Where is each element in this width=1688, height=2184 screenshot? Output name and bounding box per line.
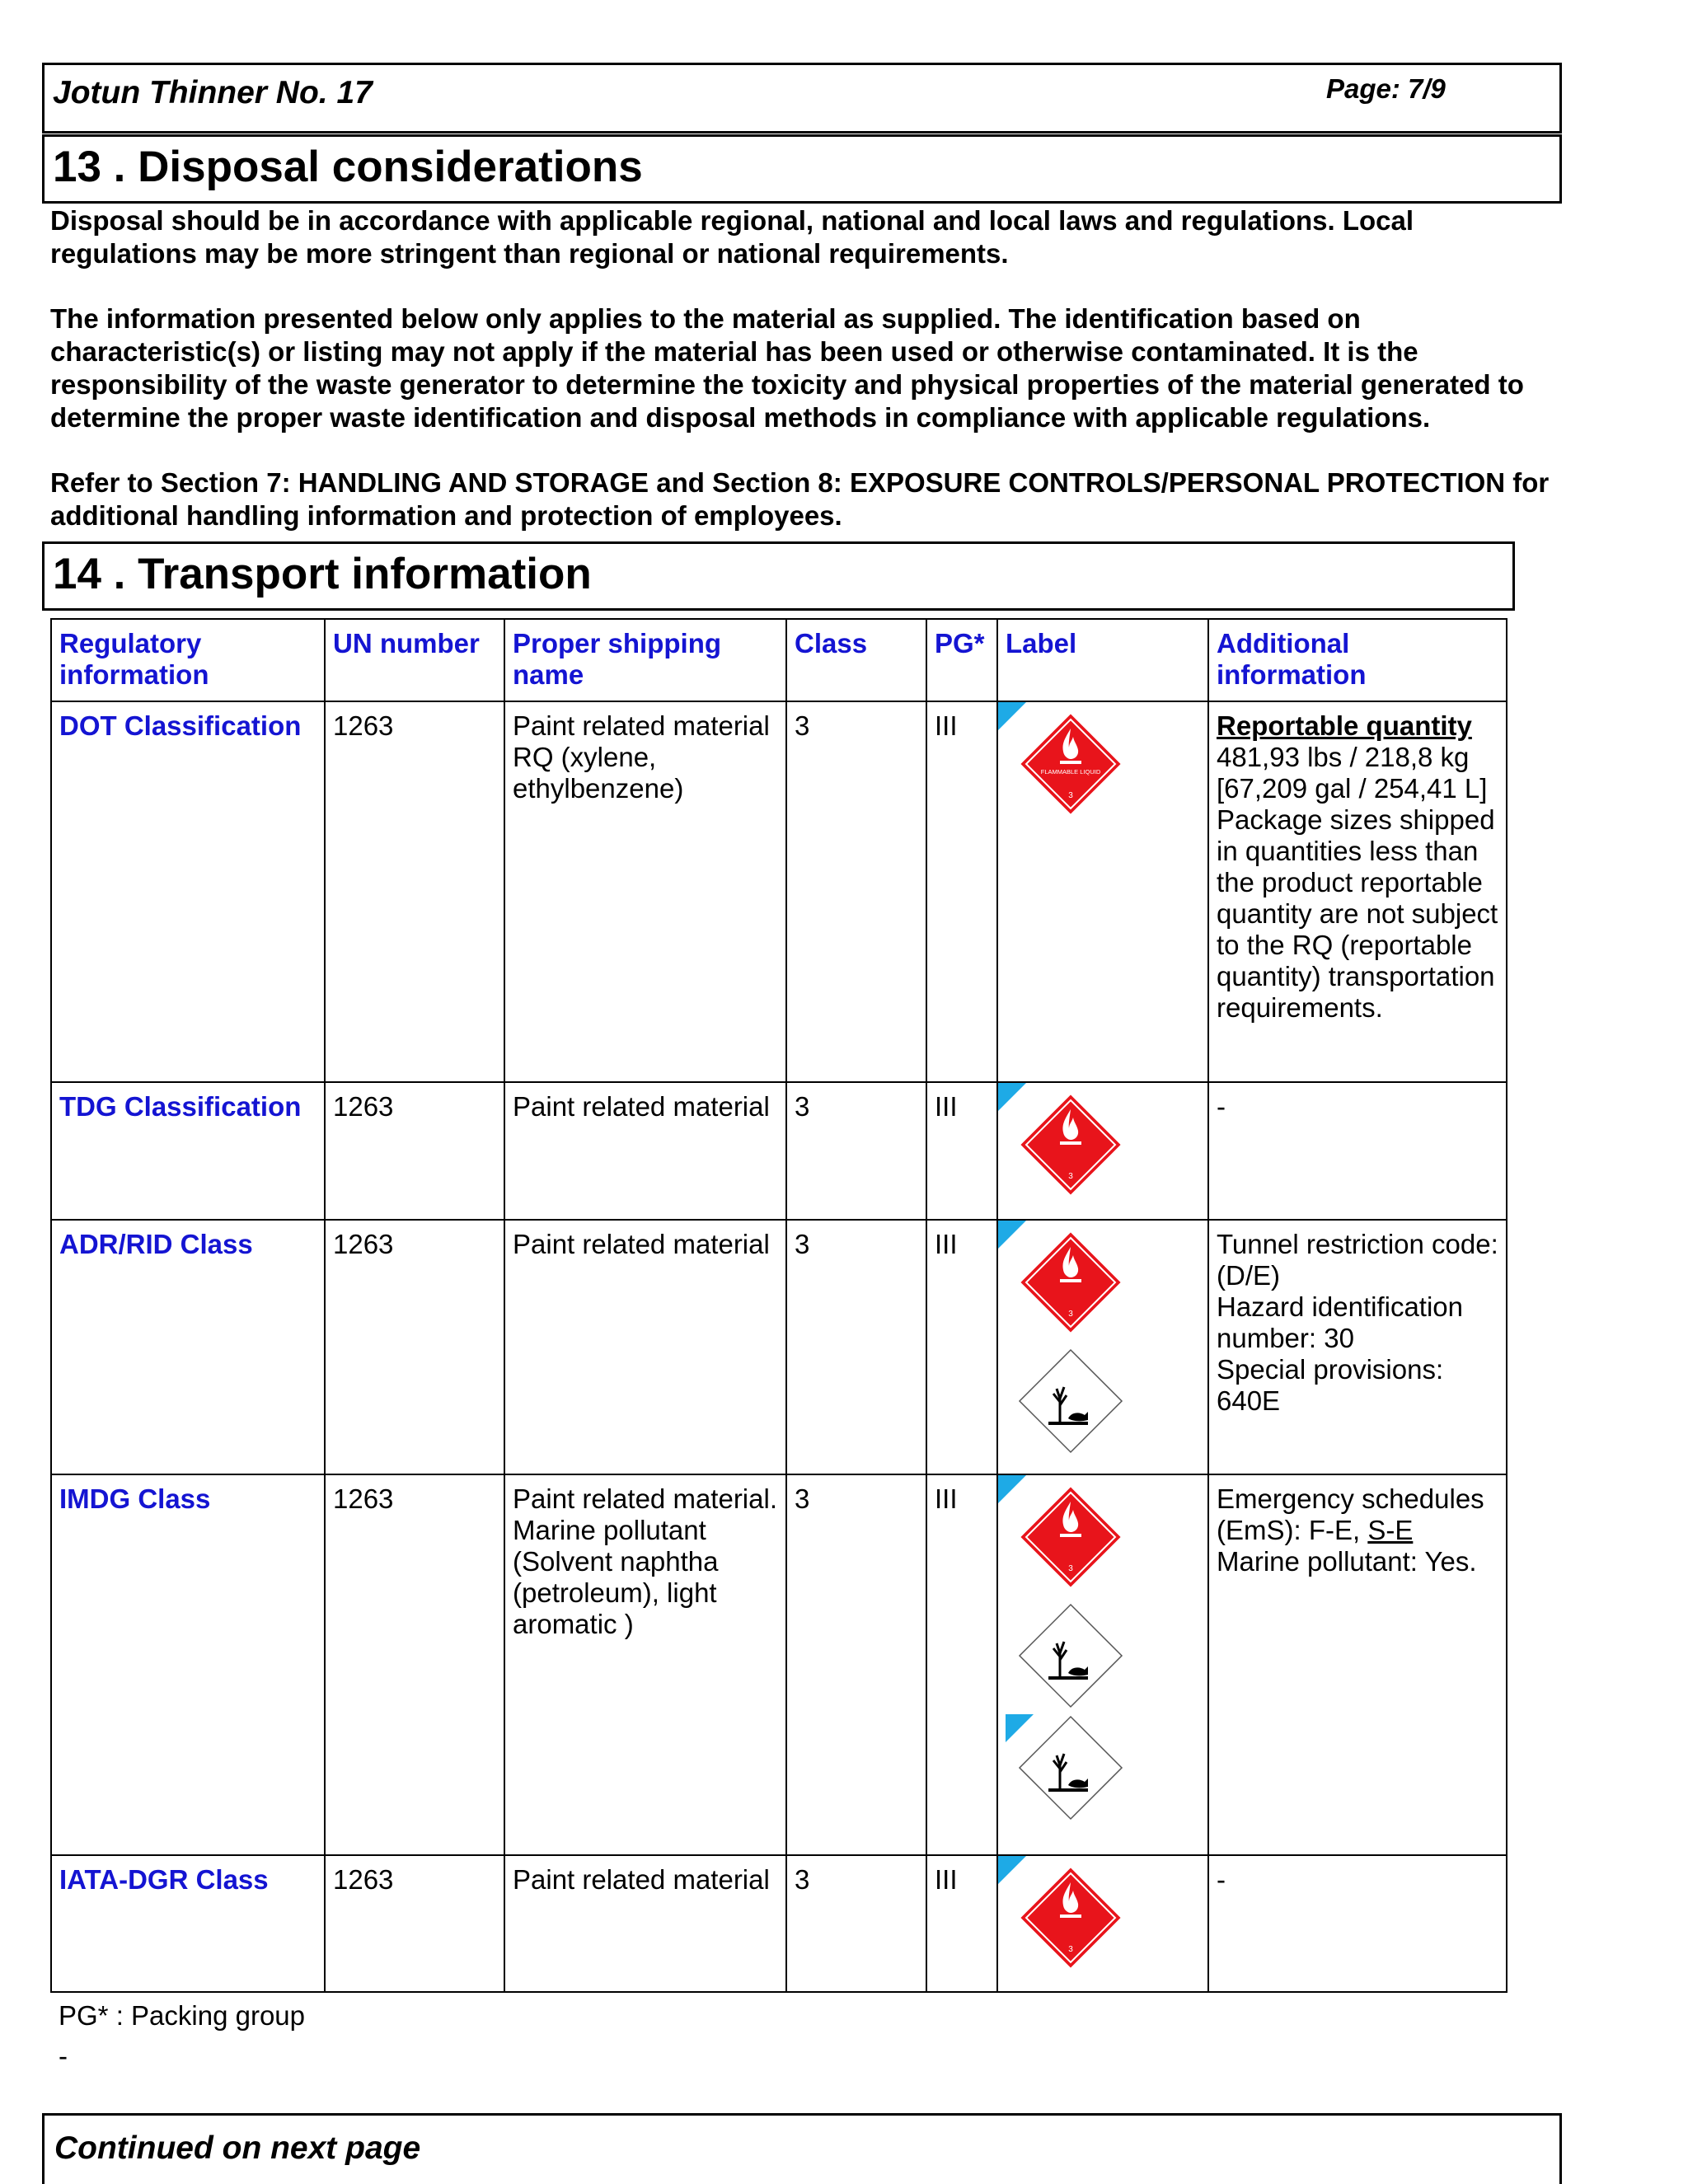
regulatory-adr: ADR/RID Class: [51, 1220, 325, 1474]
page-number: Page: 7/9: [1326, 73, 1446, 104]
col-additional: Additional information: [1208, 619, 1507, 701]
packing-group: III: [926, 1220, 997, 1474]
ems-text: Emergency schedules (EmS): F-E,: [1217, 1483, 1484, 1545]
page-header: [42, 63, 1562, 134]
additional-info: -: [1208, 1082, 1507, 1220]
additional-info: [1208, 1474, 1507, 1855]
flammable-liquid-text: FLAMMABLE LIQUID: [1040, 768, 1101, 776]
marine-pollutant: Marine pollutant: Yes.: [1217, 1546, 1477, 1577]
section-14-header: [42, 541, 1515, 611]
emergency-schedules: [1217, 1483, 1498, 1546]
label-cell: [997, 1855, 1208, 1992]
flammable-liquid-icon: [1017, 1229, 1124, 1336]
continued-footer: [42, 2113, 1562, 2184]
environment-hazard-icon: [1017, 1347, 1124, 1455]
additional-info: [1208, 1220, 1507, 1474]
flammable-liquid-icon: [1017, 1091, 1124, 1198]
marker-triangle-icon: [1006, 1714, 1034, 1742]
disposal-paragraph-2: The information presented below only applies to the material as supplied. The identification based on characteristic(s) or listing may not apply if the material has been used or otherwise contaminated. It is the responsibility of the waste generator to determine the toxicity and physical properties of the material generated to determine the proper waste identification and disposal methods in compliance with applicable regulations.: [50, 303, 1524, 433]
packing-group: III: [926, 1855, 997, 1992]
label-cell: [997, 1220, 1208, 1474]
col-pg: PG*: [926, 619, 997, 701]
special-provisions: Special provisions: 640E: [1217, 1354, 1444, 1416]
un-number: 1263: [325, 1855, 504, 1992]
footnote-dash: -: [59, 2041, 68, 2071]
packing-group-footnote: PG* : Packing group: [59, 2000, 305, 2031]
hazard-identification-number: Hazard identification number: 30: [1217, 1291, 1463, 1353]
marker-triangle-icon: [998, 1083, 1026, 1111]
class-number: 3: [1068, 1564, 1073, 1573]
label-cell: [997, 701, 1208, 1082]
class-number: 3: [1068, 1310, 1073, 1319]
section-13-header: [42, 134, 1562, 204]
flammable-liquid-icon: [1017, 1864, 1124, 1971]
hazard-class: 3: [786, 1855, 926, 1992]
regulatory-imdg: IMDG Class: [51, 1474, 325, 1855]
shipping-name: Paint related material: [504, 1220, 786, 1474]
table-row: [51, 701, 1507, 1082]
product-name: Jotun Thinner No. 17: [53, 75, 373, 110]
un-number: 1263: [325, 1474, 504, 1855]
regulatory-dot: DOT Classification: [51, 701, 325, 1082]
reportable-quantity-heading: Reportable quantity: [1217, 710, 1472, 741]
packing-group: III: [926, 1474, 997, 1855]
flammable-liquid-icon: [1017, 1483, 1124, 1591]
section-13-title: 13 . Disposal considerations: [53, 143, 643, 191]
class-number: 3: [1068, 1945, 1073, 1954]
regulatory-tdg: TDG Classification: [51, 1082, 325, 1220]
continued-text: Continued on next page: [54, 2130, 421, 2166]
col-un-number: UN number: [325, 619, 504, 701]
table-header-row: [51, 619, 1507, 701]
shipping-name: Paint related material: [504, 1855, 786, 1992]
class-number: 3: [1068, 791, 1073, 800]
table-row: [51, 1855, 1507, 1992]
hazard-class: 3: [786, 701, 926, 1082]
class-number: 3: [1068, 1172, 1073, 1181]
marker-triangle-icon: [998, 1221, 1026, 1249]
flammable-liquid-icon: [1017, 710, 1124, 818]
col-shipping-name: Proper shipping name: [504, 619, 786, 701]
regulatory-iata: IATA-DGR Class: [51, 1855, 325, 1992]
un-number: 1263: [325, 701, 504, 1082]
environment-hazard-icon: [1017, 1602, 1124, 1709]
marker-triangle-icon: [998, 702, 1026, 730]
marker-triangle-icon: [998, 1475, 1026, 1503]
disposal-paragraph-1: Disposal should be in accordance with applicable regional, national and local laws and regulations. Local regulations may be more stringent than regional or national requirements.: [50, 205, 1414, 269]
ems-link[interactable]: S-E: [1367, 1515, 1414, 1545]
packing-group: III: [926, 1082, 997, 1220]
label-cell: [997, 1082, 1208, 1220]
shipping-name: Paint related material RQ (xylene, ethylbenzene): [504, 701, 786, 1082]
section-14-title: 14 . Transport information: [53, 550, 592, 598]
hazard-class: 3: [786, 1474, 926, 1855]
packing-group: III: [926, 701, 997, 1082]
table-row: [51, 1474, 1507, 1855]
marine-pollutant-label: [1006, 1714, 1200, 1821]
table-row: [51, 1082, 1507, 1220]
additional-info: -: [1208, 1855, 1507, 1992]
hazard-class: 3: [786, 1082, 926, 1220]
col-regulatory: Regulatory information: [51, 619, 325, 701]
label-cell: [997, 1474, 1208, 1855]
un-number: 1263: [325, 1082, 504, 1220]
disposal-paragraph-3: Refer to Section 7: HANDLING AND STORAGE and Section 8: EXPOSURE CONTROLS/PERSONAL PROTECTION for additional handling information and protection of employees.: [50, 467, 1550, 531]
col-label: Label: [997, 619, 1208, 701]
additional-info: [1208, 701, 1507, 1082]
col-class: Class: [786, 619, 926, 701]
tunnel-restriction-code: Tunnel restriction code: (D/E): [1217, 1229, 1498, 1291]
reportable-quantity-text: 481,93 lbs / 218,8 kg [67,209 gal / 254,41 L] Package sizes shipped in quantities less than the product reportable quantity are not subject to the RQ (reportable quantity) transportation requirements.: [1217, 742, 1498, 1023]
table-row: [51, 1220, 1507, 1474]
shipping-name: Paint related material. Marine pollutant (Solvent naphtha (petroleum), light aromatic ): [504, 1474, 786, 1855]
hazard-class: 3: [786, 1220, 926, 1474]
transport-table: [50, 618, 1507, 1993]
marker-triangle-icon: [998, 1856, 1026, 1884]
un-number: 1263: [325, 1220, 504, 1474]
shipping-name: Paint related material: [504, 1082, 786, 1220]
